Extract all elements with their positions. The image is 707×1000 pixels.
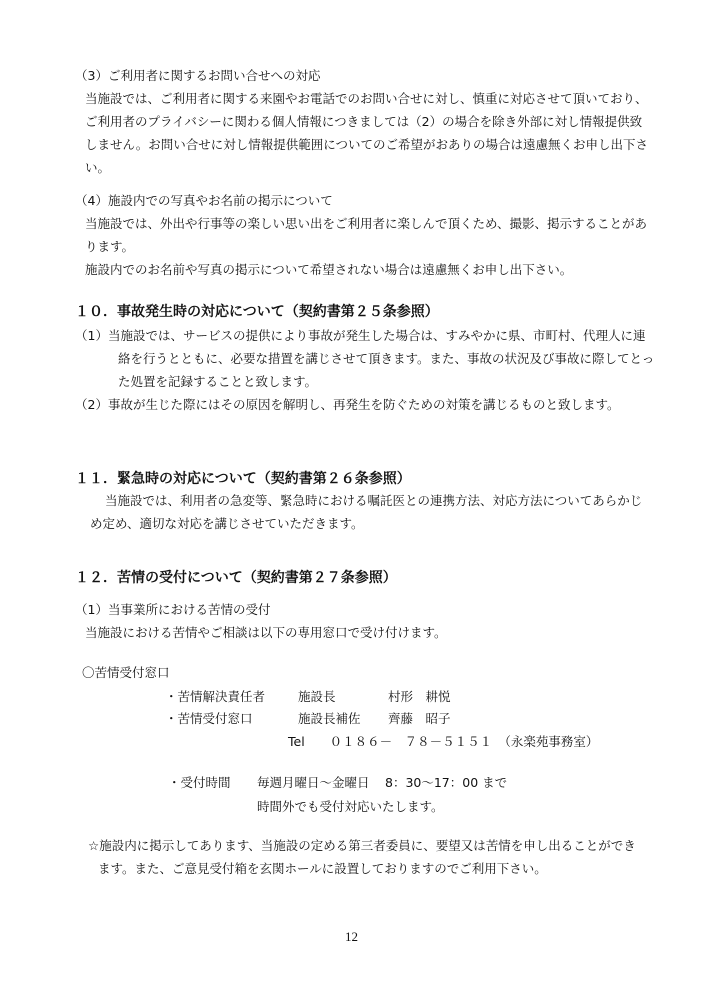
page-number: 12 [345,929,358,944]
hours-label: ・受付時間 [168,775,231,790]
hours-days: 毎週月曜日～金曜日 [257,775,370,790]
sec10-item1-line-1: （1）当施設では、サービスの提供により事故が発生した場合は、すみやかに県、市町村、代理人に連 [75,328,646,343]
s4-line-3: 施設内でのお名前や写真の掲示について希望されない場合は遠慮無くお申し出下さい。 [85,262,573,277]
s3-line-3: しません。お問い合せに対し情報提供範囲についてのご希望がおありの場合は遠慮無くお申し出下さ [85,137,649,152]
s3-line-2: ご利用者のプライバシーに関わる個人情報につきましては（2）の場合を除き外部に対し情報提供致 [85,114,643,129]
notice-line-1: ☆施設内に掲示してあります、当施設の定める第三者委員に、要望又は苦情を申し出ることができ [88,838,636,853]
tel-line: Tel ０１８６－ ７８－５１５１ （永楽苑事務室） [288,734,599,749]
hours-note: 時間外でも受付対応いたします。 [257,799,444,814]
sec12-title: １２．苦情の受付について（契約書第２７条参照） [75,570,397,586]
sec11-line-1: 当施設では、利用者の急変等、緊急時における嘱託医との連携方法、対応方法についてあらかじ [105,493,643,508]
s4-heading: （4）施設内での写真やお名前の掲示について [75,193,333,208]
sec10-item1-line-2: 絡を行うとともに、必要な措置を講じさせて頂きます。また、事故の状況及び事故に際してとっ [118,351,655,366]
sec11-line-2: め定め、適切な対応を講じさせていただきます。 [90,516,364,531]
sec10-title: １０．事故発生時の対応について（契約書第２５条参照） [75,304,439,320]
sec10-item2: （2）事故が生じた際にはその原因を解明し、再発生を防ぐための対策を講じるものと致します。 [75,397,620,412]
s3-line-4: い。 [85,160,111,175]
sec12-sub1-text: 当施設における苦情やご相談は以下の専用窓口で受け付けます。 [85,625,447,640]
row-2-name: 齊藤 昭子 [388,711,451,726]
s3-line-1: 当施設では、ご利用者に関する来園やお電話でのお問い合せに対し、慎重に対応させて頂いており、 [85,91,648,106]
notice-line-2: ます。また、ご意見受付箱を玄関ホールに設置しておりますのでご利用下さい。 [98,861,547,876]
row-1-role: 施設長 [298,689,336,704]
row-1-label: ・苦情解決責任者 [165,689,266,704]
complaint-window-title: 〇苦情受付窓口 [82,665,170,680]
s3-heading: （3）ご利用者に関するお問い合せへの対応 [75,68,321,83]
s4-line-1: 当施設では、外出や行事等の楽しい思い出をご利用者に楽しんで頂くため、撮影、掲示することがあ [85,216,648,231]
sec12-sub1: （1）当事業所における苦情の受付 [75,602,271,617]
sec11-title: １１．緊急時の対応について（契約書第２６条参照） [75,471,411,487]
sec10-item1-line-3: た処置を記録することと致します。 [118,374,318,389]
row-2-label: ・苦情受付窓口 [165,711,253,726]
s4-line-2: ります。 [85,239,135,254]
row-2-role: 施設長補佐 [298,711,361,726]
hours-time: 8：30～17：00 まで [385,775,508,790]
row-1-name: 村形 耕悦 [388,689,451,704]
